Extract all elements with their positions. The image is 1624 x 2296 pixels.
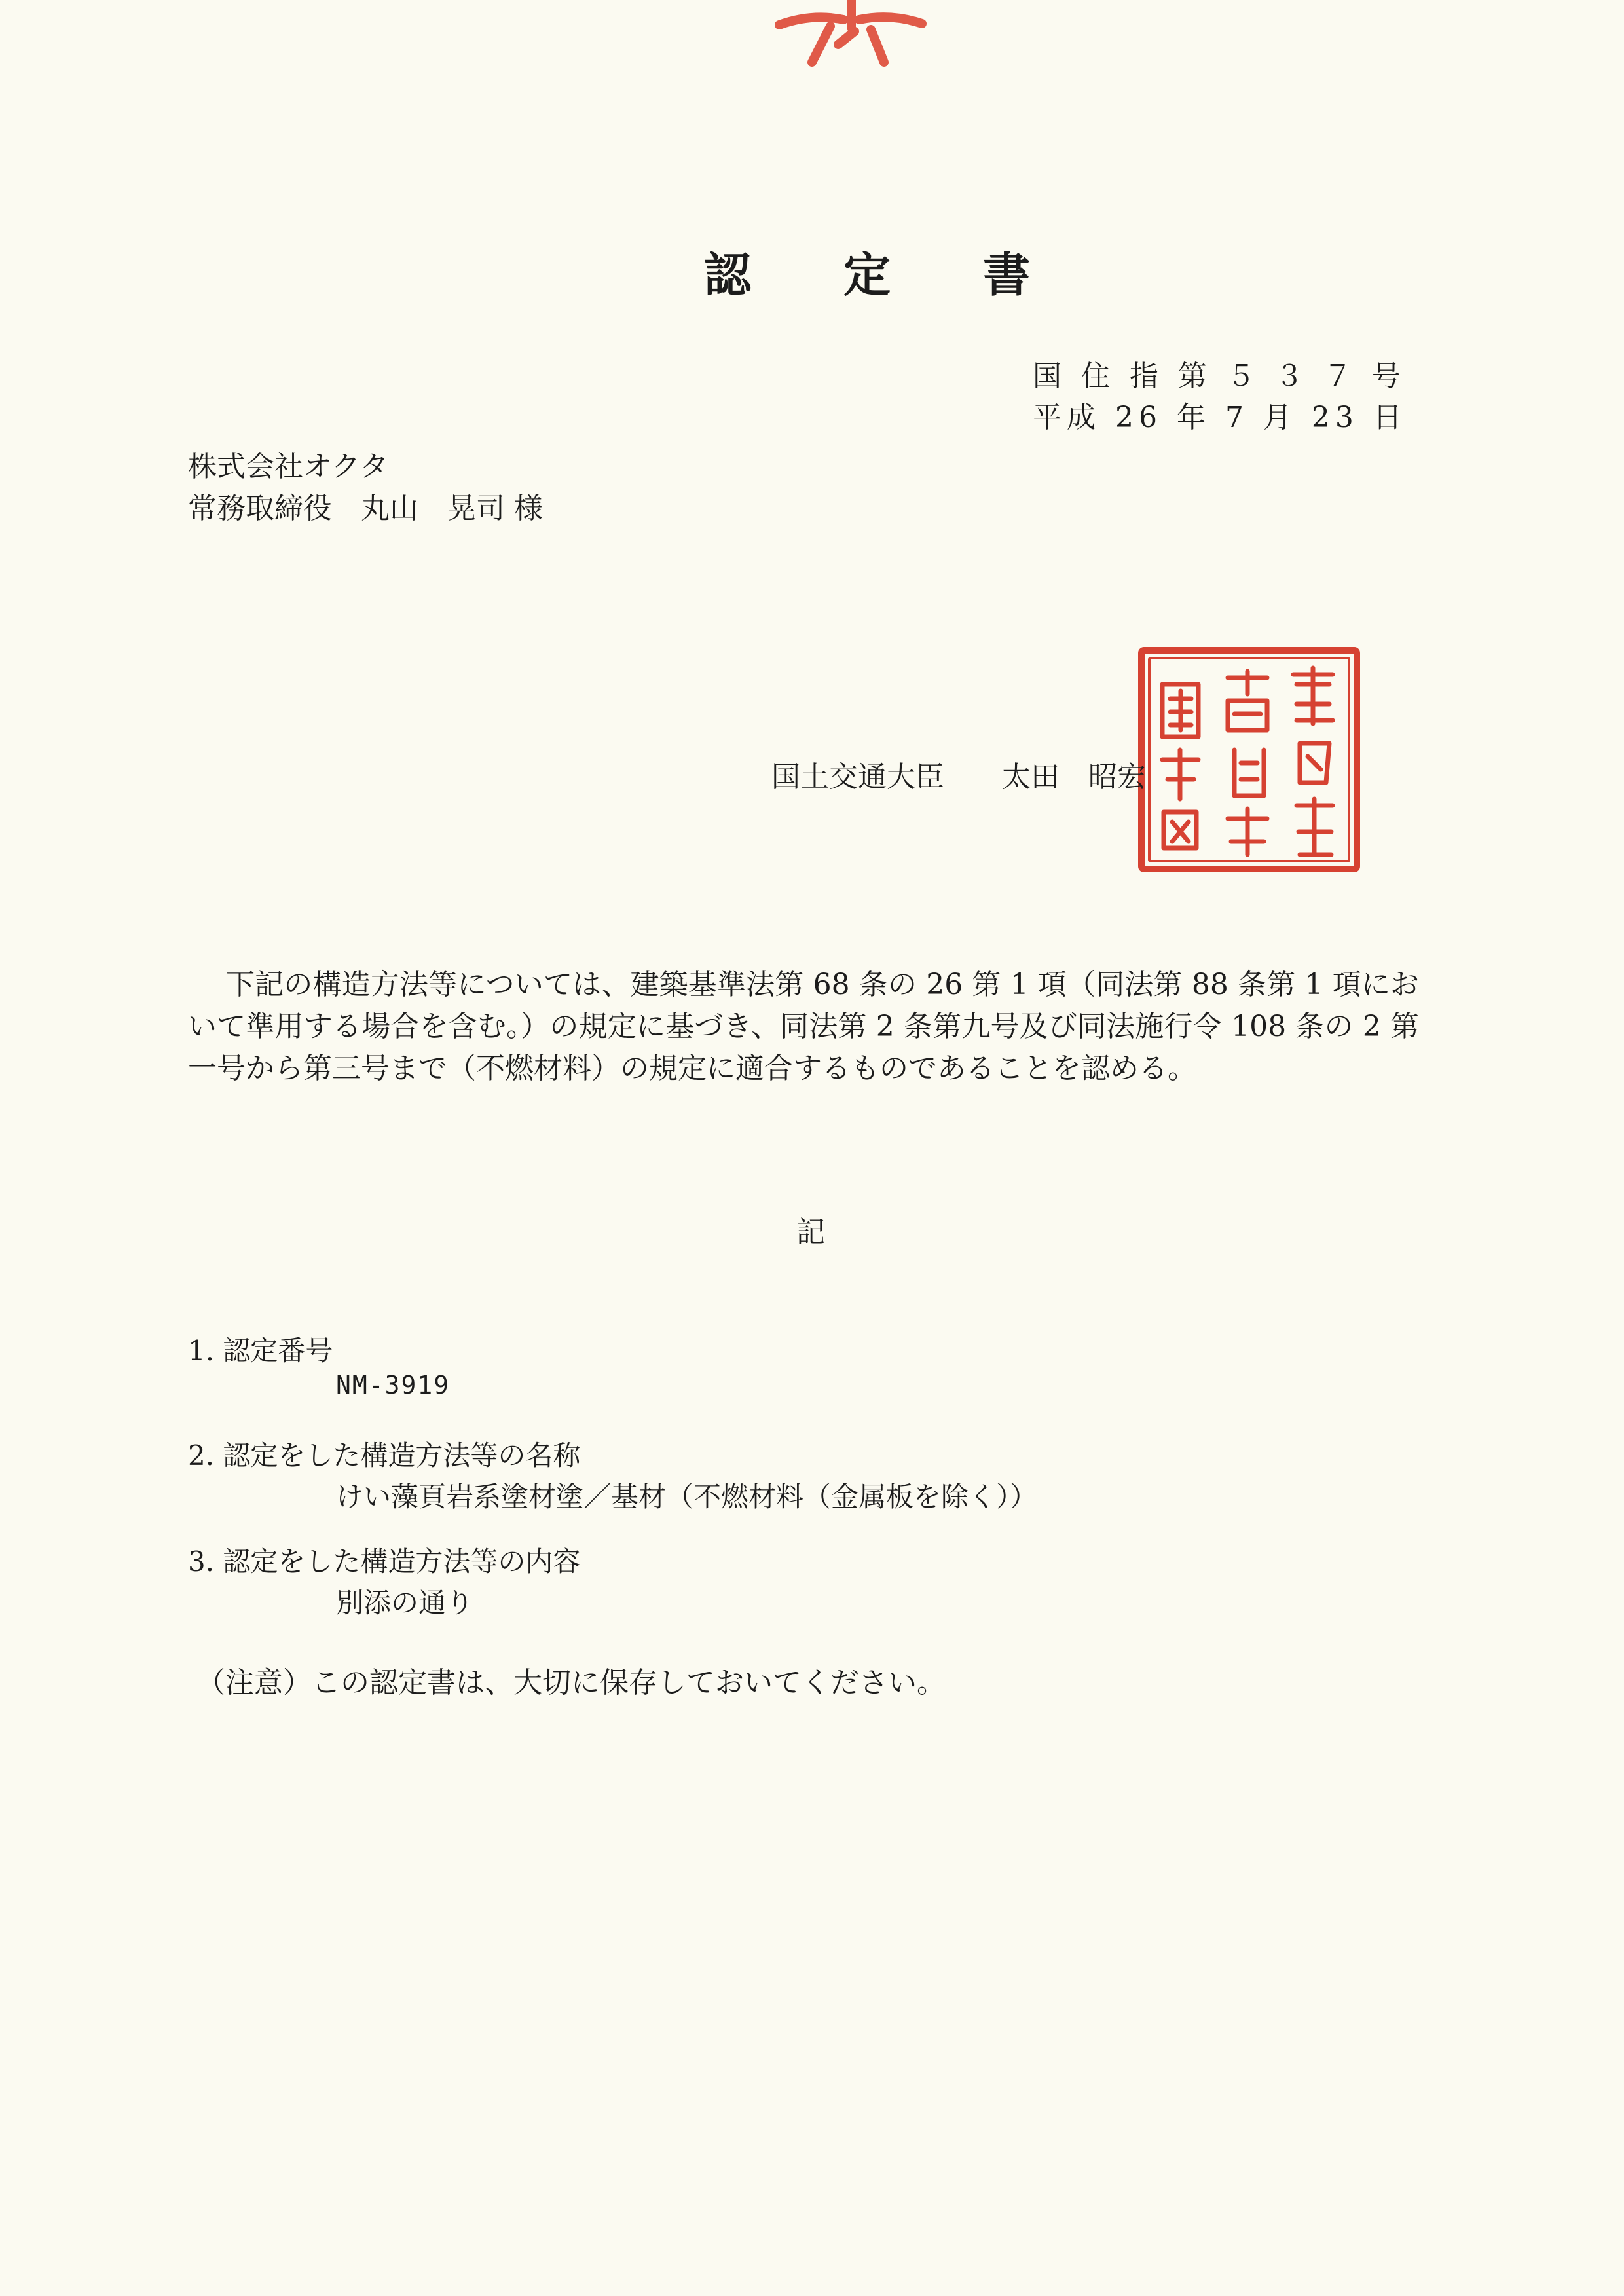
item-1-value: NM-3919 [336,1371,451,1399]
top-seal-fragment [773,0,930,79]
document-number: 国 住 指 第 ５ ３ ７ 号 [1033,360,1406,393]
notes-heading: 記 [796,1215,825,1249]
recipient-person: 常務取締役 丸山 晃司 様 [188,492,543,525]
document-title: 認 定 書 [704,247,1069,303]
item-1-label: 1. 認定番号 [188,1335,333,1367]
issuer-minister: 国土交通大臣 太田 昭宏 [771,760,1146,794]
certification-statement: 下記の構造方法等については、建築基準法第 68 条の 26 第 1 項（同法第 88 条第 1 項において準用する場合を含む。）の規定に基づき、同法第 2 条第九号及び同法施行令 108 条の 2 第一号から第三号まで（不燃材料）の規定に適合するものであることを認める。 [188,968,1420,1085]
document-date: 平成 26 年 7 月 23 日 [1033,401,1407,434]
item-2-value: けい藻頁岩系塗材塗／基材（不燃材料（金属板を除く）） [336,1481,1038,1513]
item-2-label: 2. 認定をした構造方法等の名称 [188,1439,581,1472]
item-3-label: 3. 認定をした構造方法等の内容 [188,1546,581,1578]
recipient-company: 株式会社オクタ [188,450,389,483]
official-seal-stamp [1136,645,1362,874]
preservation-note: （注意）この認定書は、大切に保存しておいてください。 [196,1666,946,1699]
item-3-value: 別添の通り [336,1587,474,1619]
